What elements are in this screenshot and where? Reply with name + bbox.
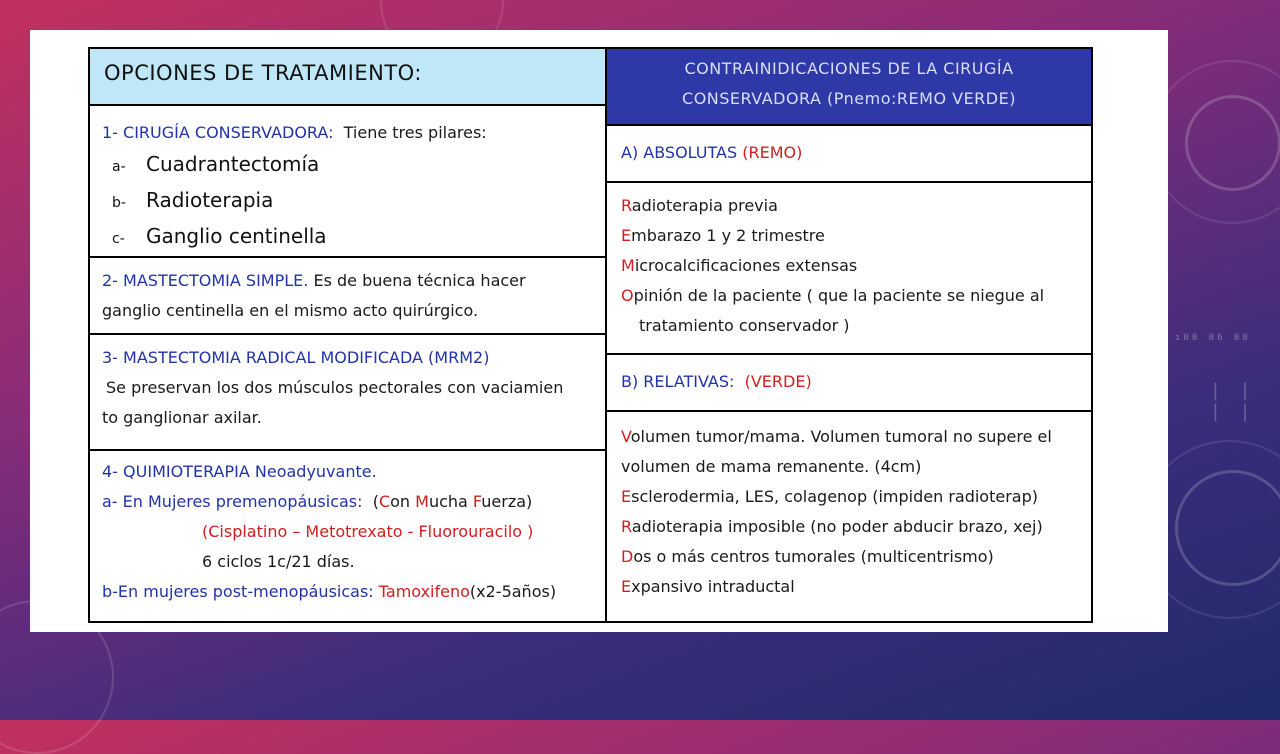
absolute-list-cell xyxy=(607,183,1091,355)
contraindications-title-line1: CONTRAINIDICACIONES DE LA CIRUGÍA xyxy=(684,59,1014,78)
contraindications-title-line2: CONSERVADORA (Pnemo:REMO VERDE) xyxy=(682,89,1016,108)
option4-drugs: (Cisplatino – Metotrexato - Fluorouracilo ) xyxy=(202,522,534,541)
list-item: Embarazo 1 y 2 trimestre xyxy=(621,226,825,245)
option-conservative-surgery xyxy=(90,106,606,258)
list-item: Expansivo intraductal xyxy=(621,577,795,596)
list-item: Radioterapia imposible (no poder abducir brazo, xej) xyxy=(621,517,1043,536)
treatment-options-table xyxy=(88,47,608,623)
relative-label: B) RELATIVAS: (VERDE) xyxy=(621,372,812,391)
list-item-continuation: tratamiento conservador ) xyxy=(639,316,850,335)
option4-cycles: 6 ciclos 1c/21 días. xyxy=(202,552,355,571)
list-item: Esclerodermia, LES, colagenop (impiden radioterap) xyxy=(621,487,1038,506)
list-item: b- Radioterapia xyxy=(112,188,274,212)
absolute-label-cell xyxy=(607,126,1091,183)
contraindications-header xyxy=(607,49,1091,126)
decor-circle xyxy=(1150,60,1280,224)
decor-tick-numbers: ı00 06 08 xyxy=(1175,333,1251,343)
option-radical-mastectomy xyxy=(90,335,606,451)
option4-heading: 4- QUIMIOTERAPIA Neoadyuvante. xyxy=(102,462,377,481)
list-item: Radioterapia previa xyxy=(621,196,778,215)
option3-line1: Se preservan los dos músculos pectorales con vaciamien xyxy=(106,378,564,397)
option4-premenopausal: a- En Mujeres premenopáusicas: (Con Mucha Fuerza) xyxy=(102,492,533,511)
treatment-options-header xyxy=(90,49,606,106)
list-item: Dos o más centros tumorales (multicentrismo) xyxy=(621,547,994,566)
list-item: Volumen tumor/mama. Volumen tumoral no supere el xyxy=(621,427,1052,446)
contraindications-table xyxy=(605,47,1093,623)
list-item: volumen de mama remanente. (4cm) xyxy=(621,457,922,476)
relative-list-cell xyxy=(607,412,1091,625)
list-item: Opinión de la paciente ( que la paciente se niegue al xyxy=(621,286,1045,305)
decor-ticks: | | | | xyxy=(1210,380,1255,422)
absolute-label: A) ABSOLUTAS (REMO) xyxy=(621,143,803,162)
option2-line2: ganglio centinella en el mismo acto quirúrgico. xyxy=(102,301,479,320)
option-simple-mastectomy xyxy=(90,258,606,335)
list-item: c- Ganglio centinella xyxy=(112,224,327,248)
option3-line2: to ganglionar axilar. xyxy=(102,408,262,427)
relative-label-cell xyxy=(607,355,1091,412)
option4-postmenopausal: b-En mujeres post-menopáusicas: Tamoxifeno(x2-5años) xyxy=(102,582,557,601)
option3-heading: 3- MASTECTOMIA RADICAL MODIFICADA (MRM2) xyxy=(102,348,490,367)
option-chemotherapy xyxy=(90,451,606,625)
treatment-options-title: OPCIONES DE TRATAMIENTO: xyxy=(104,61,422,85)
list-item: a- Cuadrantectomía xyxy=(112,152,320,176)
option1-heading: 1- CIRUGÍA CONSERVADORA: Tiene tres pilares: xyxy=(102,123,487,142)
option2-line1: 2- MASTECTOMIA SIMPLE. Es de buena técnica hacer xyxy=(102,271,526,290)
list-item: Microcalcificaciones extensas xyxy=(621,256,858,275)
